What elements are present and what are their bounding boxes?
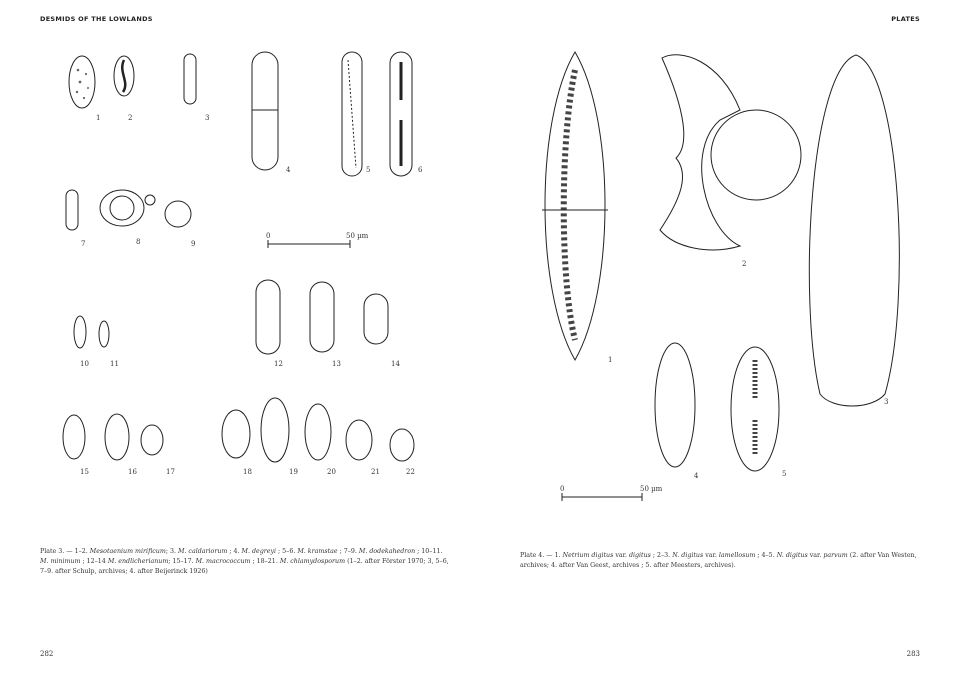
figure-number: 3 xyxy=(205,114,210,122)
caption-taxon: M. kramstae xyxy=(297,548,338,555)
caption-taxon: parvum xyxy=(823,552,848,559)
scale-bar-start-label: 0 xyxy=(266,232,271,240)
caption-text: (2. after Van Westen, archives; 4. after Van Geest, archives ; 5. after Meesters, archives). xyxy=(520,552,917,569)
figure-number: 4 xyxy=(286,166,291,174)
figure-number: 20 xyxy=(327,468,336,476)
cell-figure-10 xyxy=(74,316,86,348)
figure-number: 11 xyxy=(110,360,119,368)
cell-figure-11 xyxy=(99,321,109,347)
caption-taxon: M. macrococcum xyxy=(195,558,251,565)
figure-number: 2 xyxy=(742,260,747,268)
plate-3-caption xyxy=(40,547,450,577)
figure-number: 14 xyxy=(391,360,400,368)
figure-number: 5 xyxy=(782,470,787,478)
figure-number: 17 xyxy=(166,468,175,476)
caption-taxon: Mesotaenium mirificum xyxy=(89,548,166,555)
folio-right: 283 xyxy=(906,650,920,658)
caption-text: Plate 3. — 1–2. xyxy=(40,548,90,555)
figure-number: 8 xyxy=(136,238,141,246)
caption-taxon: M. dodekahedron xyxy=(358,548,416,555)
figure-number: 19 xyxy=(289,468,298,476)
caption-taxon: M. degreyi xyxy=(241,548,277,555)
figure-number: 1 xyxy=(608,356,613,364)
cell-figure-13 xyxy=(310,282,334,352)
cell-figure-15 xyxy=(63,415,85,459)
plate-4-illustration xyxy=(480,0,960,520)
caption-text: var. xyxy=(613,552,629,559)
figure-number: 2 xyxy=(128,114,133,122)
figure-number: 22 xyxy=(406,468,415,476)
chloroplast-figure-2 xyxy=(122,60,125,92)
caption-text: ; 7–9. xyxy=(337,548,359,555)
caption-text: ; 2–3. xyxy=(650,552,673,559)
cell-figure-14 xyxy=(364,294,388,344)
caption-taxon: digitus xyxy=(628,552,651,559)
caption-taxon: N. digitus xyxy=(776,552,808,559)
cell-figure-19 xyxy=(261,398,289,462)
figure-number: 21 xyxy=(371,468,380,476)
figure-number: 16 xyxy=(128,468,137,476)
caption-text: ; 15–17. xyxy=(168,558,196,565)
figure-number: 10 xyxy=(80,360,89,368)
caption-taxon: lamellosum xyxy=(718,552,756,559)
caption-taxon: M. chlamydosporum xyxy=(279,558,346,565)
figure-number: 1 xyxy=(96,114,101,122)
figure-number: 12 xyxy=(274,360,283,368)
cell-figure-5 xyxy=(342,52,362,176)
caption-taxon: N. digitus xyxy=(672,552,704,559)
plate-4-caption xyxy=(520,551,920,571)
caption-text: ; 18–21. xyxy=(250,558,280,565)
caption-taxon: Netrium digitus xyxy=(562,552,614,559)
cell-figure-18 xyxy=(222,410,250,458)
caption-text: ; 4–5. xyxy=(755,552,777,559)
scale-bar-start-label: 0 xyxy=(560,485,565,493)
cell-figure-3 xyxy=(184,54,196,104)
caption-text: var. xyxy=(703,552,719,559)
scale-bar-end-label: 50 µm xyxy=(640,485,663,493)
zygospore-figure-2 xyxy=(711,110,801,200)
figure-number: 13 xyxy=(332,360,341,368)
caption-text: ; 4. xyxy=(227,548,242,555)
caption-text: ; 10–11. xyxy=(415,548,443,555)
cell-figure-16 xyxy=(105,414,129,460)
caption-text: ; 5–6. xyxy=(276,548,298,555)
cell-figure-1 xyxy=(69,56,95,108)
figure-number: 6 xyxy=(418,166,423,174)
cell-figure-3 xyxy=(809,55,899,406)
caption-taxon: M. caldariorum xyxy=(177,548,228,555)
running-head-right: PLATES xyxy=(891,15,920,23)
figure-number: 7 xyxy=(81,240,86,248)
cell-figure-4 xyxy=(655,343,695,467)
cell-figure-9 xyxy=(165,201,191,227)
cell-figure-22 xyxy=(390,429,414,461)
caption-text: Plate 4. — 1. xyxy=(520,552,563,559)
scale-bar-end-label: 50 µm xyxy=(346,232,369,240)
cell-figure-20 xyxy=(305,404,331,460)
cell-figure-8 xyxy=(100,190,144,226)
caption-text: ; 12–14 xyxy=(80,558,108,565)
cell-figure-21 xyxy=(346,420,372,460)
stipple-figure-1 xyxy=(76,69,89,99)
figure-number: 3 xyxy=(884,398,889,406)
folio-left: 282 xyxy=(40,650,54,658)
caption-text: var. xyxy=(807,552,824,559)
caption-text: (1–2. after Förster 1970; 3, 5–6, 7–9. after Schulp, archives; 4. after Beijerinck 1926) xyxy=(40,558,449,575)
figure-numbers-plate-4 xyxy=(608,260,888,480)
figure-number: 15 xyxy=(80,468,89,476)
cell-figure-1 xyxy=(545,52,605,360)
running-head-left: DESMIDS OF THE LOWLANDS xyxy=(40,15,153,23)
figure-number: 5 xyxy=(366,166,371,174)
figure-number: 9 xyxy=(191,240,196,248)
cell-figure-2 xyxy=(660,55,740,250)
caption-taxon: M. minimum xyxy=(40,558,81,565)
plate-3-illustration xyxy=(0,0,480,520)
cell-figure-4 xyxy=(252,52,278,170)
caption-taxon: M. endlicherianum xyxy=(107,558,169,565)
figure-number: 4 xyxy=(694,472,699,480)
cell-figure-7 xyxy=(66,190,78,230)
figure-number: 18 xyxy=(243,468,252,476)
cell-figure-12 xyxy=(256,280,280,354)
cell-figure-17 xyxy=(141,425,163,455)
caption-text: ; 3. xyxy=(165,548,178,555)
